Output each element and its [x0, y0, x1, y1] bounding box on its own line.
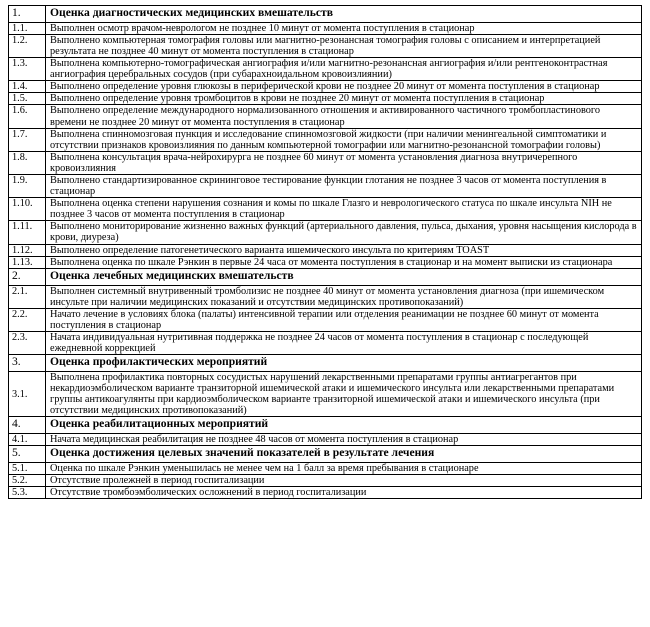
- row-number: 3.1.: [9, 371, 46, 416]
- criterion-row: [9, 487, 642, 499]
- criterion-row: [9, 434, 642, 446]
- row-number: 2.: [9, 268, 46, 285]
- row-number: 1.11.: [9, 221, 46, 244]
- section-title: Оценка реабилитационных мероприятий: [46, 417, 642, 434]
- criterion-text: Выполнен системный внутривенный тромболизис не позднее 40 минут от момента установления диагноза (при ишемическом инсульте при наличии медицинских показаний и отсутствии медицинских противопоказаний): [46, 285, 642, 308]
- criterion-row: [9, 105, 642, 128]
- criterion-row: [9, 462, 642, 474]
- row-number: 1.: [9, 6, 46, 23]
- criterion-row: [9, 221, 642, 244]
- criterion-text: Выполнено компьютерная томография головы или магнитно-резонансная томография головы с описанием и интерпретацией результата не позднее 40 минут от момента поступления в стационар: [46, 34, 642, 57]
- row-number: 5.: [9, 446, 46, 463]
- row-number: 1.8.: [9, 151, 46, 174]
- criterion-text: Выполнено стандартизированное скрининговое тестирование функции глотания не позднее 3 часов от момента поступления в стационар: [46, 175, 642, 198]
- criterion-text: Выполнена оценка степени нарушения сознания и комы по шкале Глазго и неврологического статуса по шкале инсульта NIH не позднее 3 часов от момента поступления в стационар: [46, 198, 642, 221]
- criteria-table-body: [9, 6, 642, 499]
- criterion-text: Выполнена оценка по шкале Рэнкин в первые 24 часа от момента поступления в стационар и на момент выписки из стационара: [46, 256, 642, 268]
- row-number: 1.12.: [9, 244, 46, 256]
- criterion-row: [9, 93, 642, 105]
- criterion-row: [9, 371, 642, 416]
- criterion-text: Начата индивидуальная нутритивная поддержка не позднее 24 часов от момента поступления в стационар с последующей ежедневной коррекцией: [46, 331, 642, 354]
- row-number: 1.10.: [9, 198, 46, 221]
- criterion-row: [9, 58, 642, 81]
- criterion-text: Отсутствие пролежней в период госпитализации: [46, 475, 642, 487]
- criterion-row: [9, 81, 642, 93]
- row-number: 4.: [9, 417, 46, 434]
- criteria-table: [8, 5, 642, 499]
- section-header-row: [9, 6, 642, 23]
- criterion-row: [9, 34, 642, 57]
- criterion-row: [9, 256, 642, 268]
- row-number: 5.3.: [9, 487, 46, 499]
- section-title: Оценка лечебных медицинских вмешательств: [46, 268, 642, 285]
- row-number: 3.: [9, 355, 46, 372]
- criterion-text: Отсутствие тромбоэмболических осложнений в период госпитализации: [46, 487, 642, 499]
- criterion-text: Выполнено мониторирование жизненно важных функций (артериального давления, пульса, дыхания, уровня насыщения кислорода в крови, диуреза): [46, 221, 642, 244]
- criterion-row: [9, 198, 642, 221]
- criterion-text: Выполнено определение патогенетического варианта ишемического инсульта по критериям TOAST: [46, 244, 642, 256]
- criterion-text: Начато лечение в условиях блока (палаты) интенсивной терапии или отделения реанимации не позднее 60 минут от момента поступления в стационар: [46, 308, 642, 331]
- row-number: 2.1.: [9, 285, 46, 308]
- criterion-row: [9, 128, 642, 151]
- criterion-text: Выполнен осмотр врачом-неврологом не позднее 10 минут от момента поступления в стационар: [46, 22, 642, 34]
- section-header-row: [9, 417, 642, 434]
- row-number: 1.5.: [9, 93, 46, 105]
- criterion-text: Оценка по шкале Рэнкин уменьшилась не менее чем на 1 балл за время пребывания в стационаре: [46, 462, 642, 474]
- criterion-text: Выполнено определение международного нормализованного отношения и активированного частичного тромбопластинового времени не позднее 20 минут от момента поступления в стационар: [46, 105, 642, 128]
- row-number: 1.9.: [9, 175, 46, 198]
- section-header-row: [9, 355, 642, 372]
- criterion-row: [9, 244, 642, 256]
- section-title: Оценка профилактических мероприятий: [46, 355, 642, 372]
- criterion-text: Выполнена консультация врача-нейрохирурга не позднее 60 минут от момента установления диагноза внутричерепного кровоизлияния: [46, 151, 642, 174]
- row-number: 5.1.: [9, 462, 46, 474]
- row-number: 1.1.: [9, 22, 46, 34]
- criterion-row: [9, 285, 642, 308]
- section-title: Оценка диагностических медицинских вмешательств: [46, 6, 642, 23]
- criterion-row: [9, 331, 642, 354]
- criterion-text: Выполнена спинномозговая пункция и исследование спинномозговой жидкости (при наличии менингеальной симптоматики и отсутствии признаков кровоизлияния по данным компьютерной томографии или магнитно-резонансной томографии головы): [46, 128, 642, 151]
- section-title: Оценка достижения целевых значений показателей в результате лечения: [46, 446, 642, 463]
- row-number: 1.2.: [9, 34, 46, 57]
- criterion-text: Выполнено определение уровня глюкозы в периферической крови не позднее 20 минут от момента поступления в стационар: [46, 81, 642, 93]
- criterion-row: [9, 22, 642, 34]
- row-number: 1.3.: [9, 58, 46, 81]
- criterion-row: [9, 151, 642, 174]
- row-number: 1.6.: [9, 105, 46, 128]
- criterion-text: Выполнено определение уровня тромбоцитов в крови не позднее 20 минут от момента поступления в стационар: [46, 93, 642, 105]
- criterion-row: [9, 175, 642, 198]
- criterion-row: [9, 475, 642, 487]
- row-number: 4.1.: [9, 434, 46, 446]
- row-number: 1.13.: [9, 256, 46, 268]
- criterion-text: Начата медицинская реабилитация не позднее 48 часов от момента поступления в стационар: [46, 434, 642, 446]
- criterion-text: Выполнена компьютерно-томографическая ангиография и/или магнитно-резонансная ангиография и/или рентгеноконтрастная ангиография церебральных сосудов (при субарахноидальном кровоизлиянии): [46, 58, 642, 81]
- criterion-row: [9, 308, 642, 331]
- row-number: 1.4.: [9, 81, 46, 93]
- row-number: 5.2.: [9, 475, 46, 487]
- section-header-row: [9, 446, 642, 463]
- section-header-row: [9, 268, 642, 285]
- row-number: 1.7.: [9, 128, 46, 151]
- row-number: 2.2.: [9, 308, 46, 331]
- criterion-text: Выполнена профилактика повторных сосудистых нарушений лекарственными препаратами группы антиагрегантов при некардиоэмболическом варианте транзиторной ишемической атаки и ишемического инсульта или лекарственными препаратами группы антикоагулянты при кардиоэмболическом варианте транзиторной ишемической атаки и ишемического инсульта (при отсутствии медицинских противопоказаний): [46, 371, 642, 416]
- row-number: 2.3.: [9, 331, 46, 354]
